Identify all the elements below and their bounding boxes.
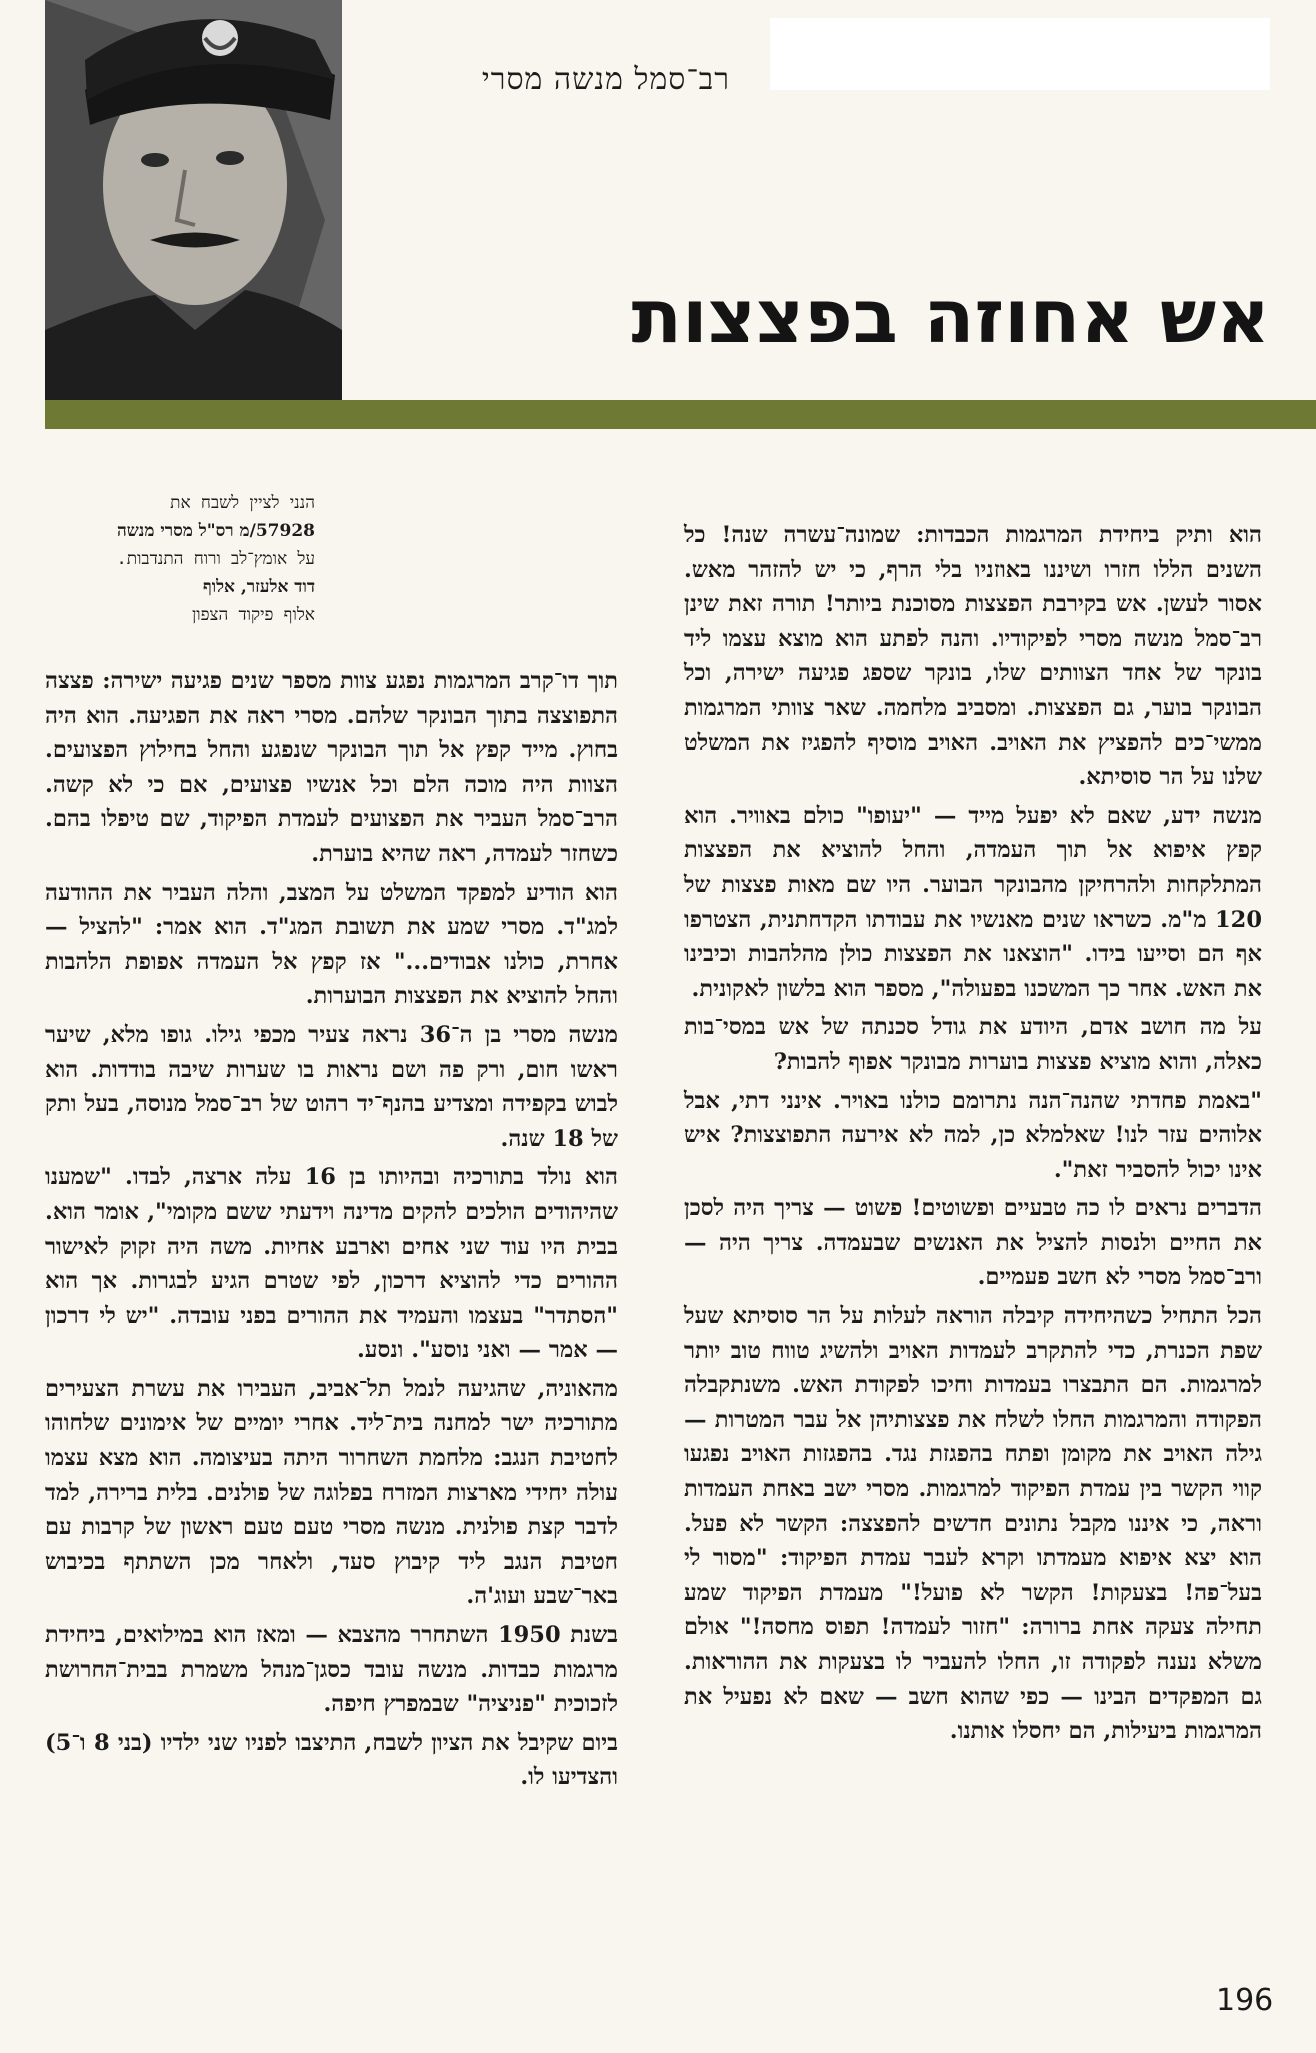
paragraph: תוך דו־קרב המרגמות נפגע צוות מספר שנים פגיעה ישירה: פצצה התפוצצה בתוך הבונקר שלהם. מסרי ראה את הפגיעה. הוא היה בחוץ. מייד קפץ אל תוך הבונקר שנפגע והחל בחילוץ הפצועים. הצוות היה מוכה הלם וכל אנשיו פצועים, אם כי לא קשה. הרב־סמל העביר את הפצועים לעמדת הפיקוד, שם טיפלו בהם. כשחזר לעמדה, ראה שהיא בוערת. (45, 668, 618, 867)
paragraph: ביום שקיבל את הציון לשבח, התיצבו לפניו שני ילדיו (בני 8 ו־5) והצדיעו לו. (45, 1729, 618, 1791)
paragraph: מנשה מסרי בן ה־36 נראה צעיר מכפי גילו. גופו מלא, שיער ראשו חום, ורק פה ושם נראות בו שערות שיבה בודדות. הוא לבוש בקפידה ומצדיע בהנף־יד רהוט של רב־סמל מנוסה, בעל ותק של 18 שנה. (45, 1021, 619, 1152)
cap-badge-icon (202, 20, 238, 56)
article-column-right (684, 518, 1262, 1753)
olive-divider (45, 400, 1316, 429)
paragraph: מהאוניה, שהגיעה לנמל תל־אביב, העבירו את עשרת הצעירים מתורכיה ישר למחנה בית־ליד. אחרי יומיים של אימונים שלחוהו לחטיבת הנגב: מלחמת השחרור היתה בעיצומה. הוא מצא עצמו עולה יחידי מארצות המזרח בפלוגה של פולנים. בלית ברירה, למד לדבר קצת פולנית. מנשה מסרי טעם טעם ראשון של קרבות עם חטיבת הנגב ליד קיבוץ סעד, ולאחר מכן השתתף בכיבוש באר־שבע ועוג'ה. (45, 1375, 618, 1610)
citation-line: דוד אלעזר, אלוף (202, 577, 315, 597)
citation-line: על אומץ־לב ורוח התנדבות. (116, 549, 315, 569)
portrait-photo (45, 0, 342, 400)
article-column-left (45, 664, 618, 1799)
paragraph: הכל התחיל כשהיחידה קיבלה הוראה לעלות על הר סוסיתא שעל שפת הכנרת, כדי להתקרב לעמדות האויב ולהשיג טווח טוב יותר למרגמות. הם התבצרו בעמדות וחיכו לפקודת האש. משנתקבלה הפקודה והמרגמות החלו לשלח את פצצותיהן אל עבר המטרות — גילה האויב את מקומן ופתח בהפגזת נגד. בהפגזות האויב נפגעו קווי הקשר בין עמדת הפיקוד למרגמות. מסרי ישב באחת העמדות וראה, כי איננו מקבל נתונים חדשים להפצצה: הקשר לא פעל. הוא יצא איפוא מעמדתו וקרא לעבר עמדת הפיקוד: "מסור לי בעל־פה! בצעקות! הקשר לא פועל!" מעמדת הפיקוד שמע תחילה צעקה אחת ברורה: "חזור לעמדה! תפוס מחסה!" אולם משלא נענה לפקודה זו, החלו להעביר לו בצעקות את ההוראות. גם המפקדים הבינו — כפי שהוא חשב — שאם לא נפעיל את המרגמות ביעילות, הם יחסלו אותנו. (684, 1303, 1262, 1745)
paragraph: בשנת 1950 השתחרר מהצבא — ומאז הוא במילואים, ביחידת מרגמות כבדות. מנשה עובד כסגן־מנהל משמרת בבית־החרושת לזכוכית "פניציה" שבמפרץ חיפה. (45, 1622, 619, 1718)
subtitle: רב־סמל מנשה מסרי (481, 62, 730, 97)
paragraph: הדברים נראים לו כה טבעיים ופשוטים! פשוט — צריך היה לסכן את החיים ולנסות להציל את האנשים שבעמדה. צריך היה — ורב־סמל מסרי לא חשב פעמיים. (684, 1195, 1262, 1291)
citation-line: אלוף פיקוד הצפון (191, 605, 315, 625)
citation-line: הנני לציין לשבח את (170, 493, 315, 513)
portrait-illustration (45, 0, 342, 400)
paragraph: הוא הודיע למפקד המשלט על המצב, והלה העביר את ההודעה למג"ד. מסרי שמע את תשובת המג"ד. הוא אמר: "להציל — אחרת, כולנו אבודים..." אז קפץ אל העמדה אפופת הלהבות והחל להוציא את הפצצות הבוערות. (45, 879, 618, 1010)
blank-label-area (770, 18, 1270, 90)
paragraph: הוא ותיק ביחידת המרגמות הכבדות: שמונה־עשרה שנה! כל השנים הללו חזרו ושיננו באוזניו בלי הרף, כי יש להזהר מאש. אסור לעשן. אש בקירבת הפצצות מסוכנת ביותר! תורה זאת שינן רב־סמל מנשה מסרי לפיקודיו. והנה לפתע הוא מוצא עצמו ליד בונקר של אחד הצוותים שלו, בונקר שספג פגיעה ישירה, וכל הבונקר בוער, גם הפצצות. ומסביב מלחמה. שאר צוותי המרגמות ממשי־כים להפציץ את האויב. האויב מוסיף להפגיז את המשלט שלנו על הר סוסיתא. (684, 522, 1262, 791)
paragraph: הוא נולד בתורכיה ובהיותו בן 16 עלה ארצה, לבדו. "שמענו שהיהודים הולכים להקים מדינה וידעתי ששם מקומי", אומר הוא. בבית היו עוד שני אחים וארבע אחיות. משה היה זקוק לאישור ההורים כדי להוציא דרכון, לפי שטרם הגיע לבגרות. אך הוא "הסתדר" בעצמו והעמיד את ההורים בפני עובדה. "יש לי דרכון — אמר — ואני נוסע". ונסע. (45, 1164, 618, 1364)
article-title: אש אחוזה בפצצות (631, 274, 1270, 360)
page-number: 196 (1216, 1983, 1274, 2018)
paragraph: על מה חושב אדם, היודע את גודל סכנתה של אש במסי־בות כאלה, והוא מוציא פצצות בוערות מבונקר אפוף להבות? (684, 1014, 1262, 1075)
citation-box (45, 489, 315, 629)
paragraph: "באמת פחדתי שהנה־הנה נתרומם כולנו באויר. אינני דתי, אבל אלוהים עזר לנו! שאלמלא כן, למה לא אירעה התפוצצות? איש אינו יכול להסביר זאת". (684, 1087, 1262, 1183)
paragraph: מנשה ידע, שאם לא יפעל מייד — "יעופו" כולם באוויר. הוא קפץ איפוא אל תוך העמדה, והחל להוציא את הפצצות המתלקחות ולהרחיקן מהבונקר הבוער. היו שם מאות פצצות של 120 מ"מ. כשראו שנים מאנשיו את עבודתו הקדחתנית, הצטרפו אף הם וסייעו בידו. "הוצאנו את הפצצות כולן מהלהבות וכיבינו את האש. אחר כך המשכנו בפעולה", מספר הוא בלשון לאקונית. (684, 802, 1262, 1002)
citation-line: 57928/מ רס"ל מסרי מנשה (116, 521, 315, 541)
